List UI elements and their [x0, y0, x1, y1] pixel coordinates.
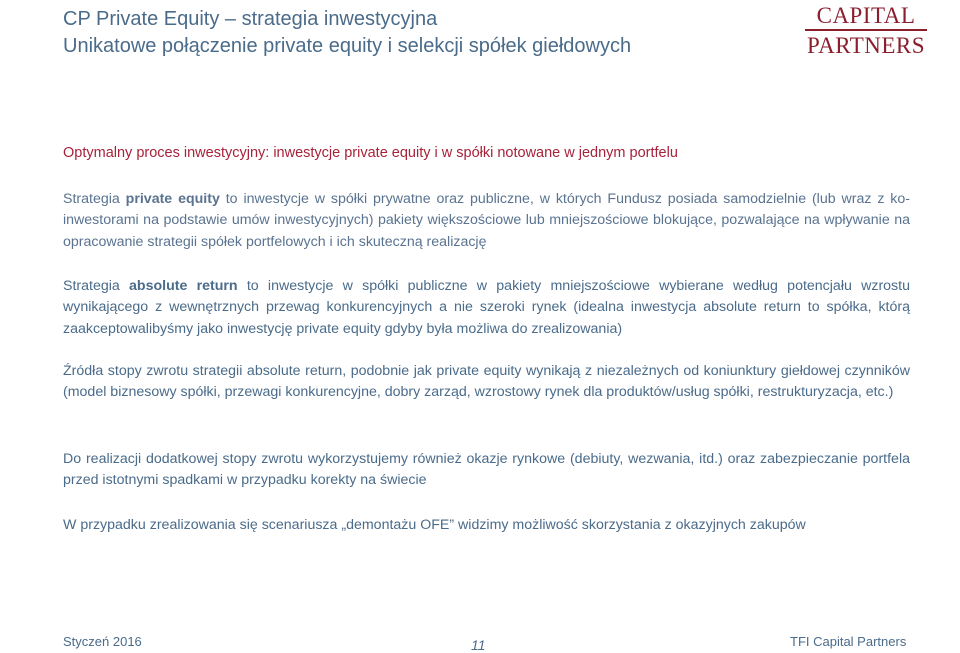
section-headline: Optymalny proces inwestycyjny: inwestycje private equity i w spółki notowane w jednym portfelu — [63, 145, 678, 161]
term-absolute-return: absolute return — [129, 278, 238, 294]
capital-partners-logo — [805, 4, 927, 57]
logo-divider — [805, 29, 927, 31]
title-line-1: CP Private Equity – strategia inwestycyjna — [63, 8, 438, 30]
paragraph-return-sources: Źródła stopy zwrotu strategii absolute return, podobnie jak private equity wynikają z niezależnych od koniunktury giełdowej czynników (model biznesowy spółki, przewagi konkurencyjne, dobry zarząd, wzrostowy rynek dla produktów/usług spółki, restrukturyzacja, etc.) — [63, 363, 910, 401]
title-line-2: Unikatowe połączenie private equity i selekcji spółek giełdowych — [63, 35, 632, 57]
logo-line-2: PARTNERS — [806, 33, 926, 58]
page-number: 11 — [471, 637, 486, 653]
footer-date: Styczeń 2016 — [63, 634, 142, 649]
logo-line-1: CAPITAL — [816, 3, 916, 28]
paragraph-market-opportunities: Do realizacji dodatkowej stopy zwrotu wykorzystujemy również okazje rynkowe (debiuty, wezwania, itd.) oraz zabezpieczanie portfela przed istotnymi spadkami w przypadku korekty na świecie — [63, 451, 910, 489]
paragraph-text: Strategia — [63, 191, 126, 207]
term-private-equity: private equity — [125, 191, 220, 207]
footer-company: TFI Capital Partners — [790, 634, 907, 649]
paragraph-text: to inwestycje w spółki prywatne oraz publiczne, w których Fundusz posiada samodzielnie (lub wraz z ko-inwestorami na podstawie umów inwestycyjnych) pakiety większościowe lub mniejszościowe blokujące, pozwalające na wpływanie na opracowanie strategii spółek portfelowych i ich skuteczną realizację — [63, 191, 910, 250]
paragraph-text: to inwestycje w spółki publiczne w pakiety mniejszościowe wybierane według potencjału wzrostu wynikającego z wewnętrznych przewag konkurencyjnych a nie szeroki rynek (idealna inwestycja absolute return to spółka, którą zaakceptowalibyśmy jako inwestycję private equity gdyby była możliwa do zrealizowania) — [63, 278, 910, 337]
page-title — [63, 6, 631, 60]
paragraph-private-equity — [63, 189, 910, 253]
paragraph-text: Strategia — [63, 278, 130, 294]
paragraph-ofe-scenario: W przypadku zrealizowania się scenariusza „demontażu OFE” widzimy możliwość skorzystania z okazyjnych zakupów — [63, 517, 806, 533]
paragraph-absolute-return — [63, 276, 910, 340]
